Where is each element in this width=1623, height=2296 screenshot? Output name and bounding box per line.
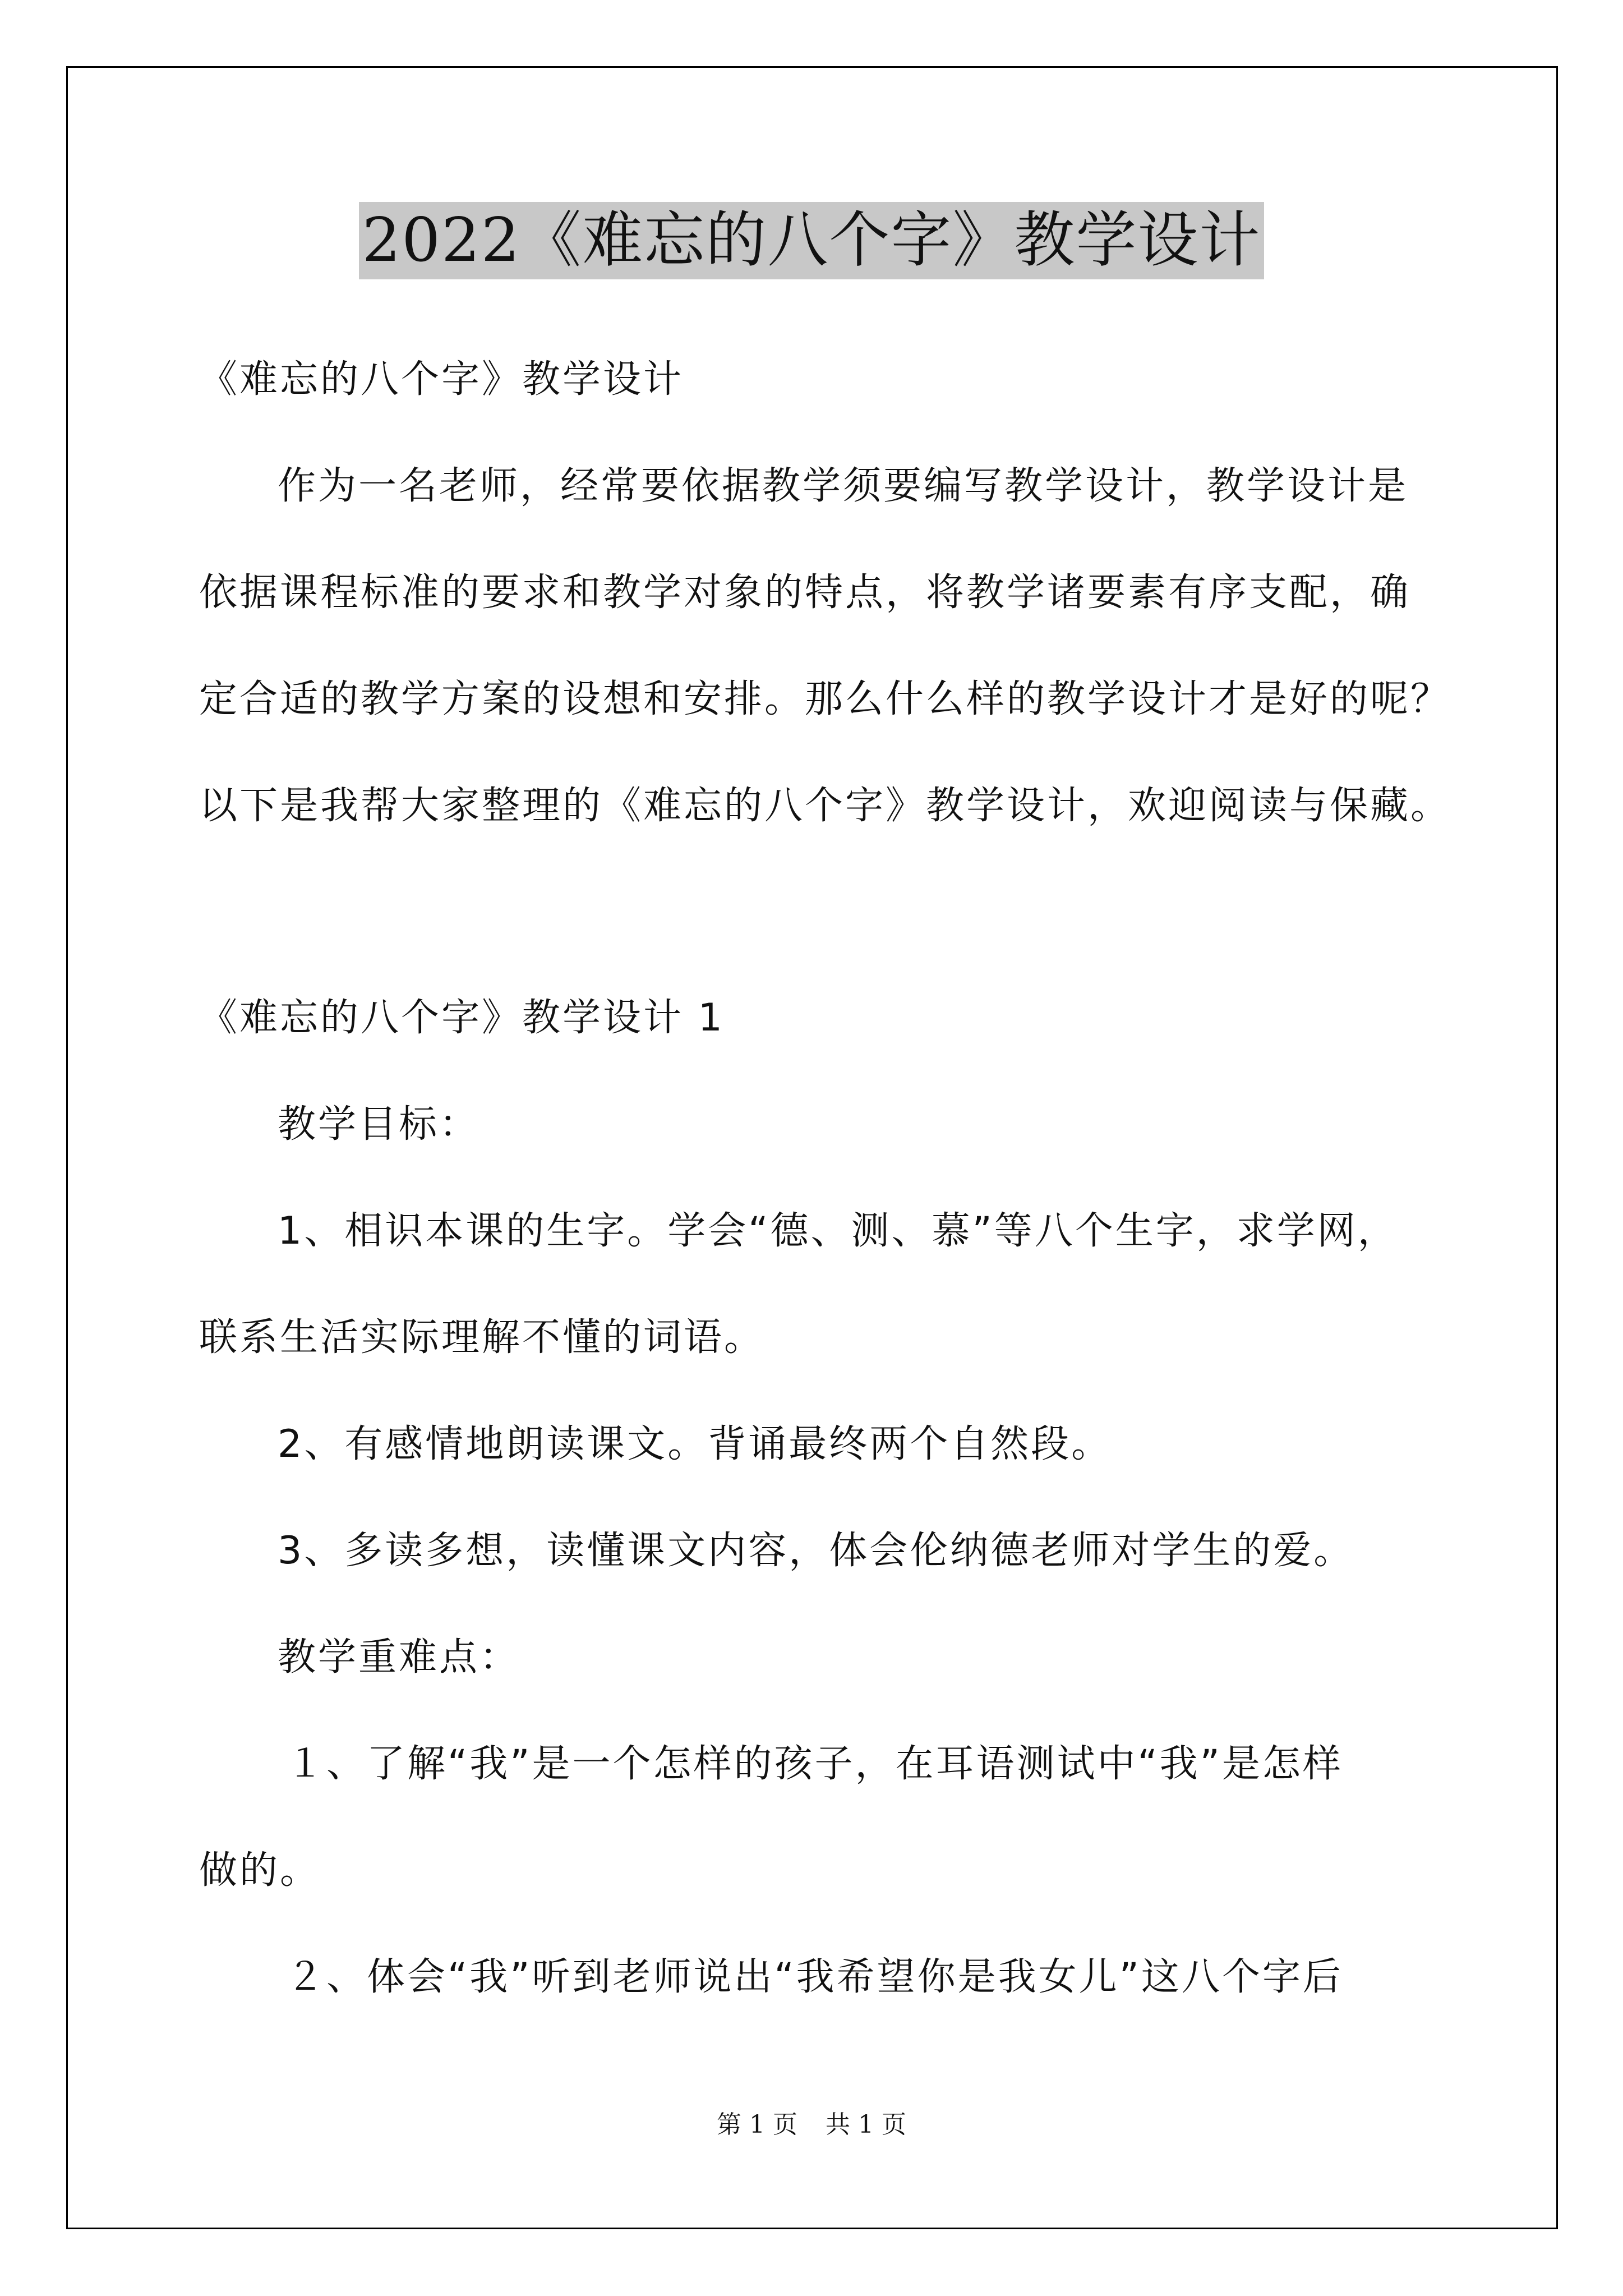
title-container — [0, 202, 1623, 279]
intro-line-1: 作为一名老师，经常要依据教学须要编写教学设计，教学设计是 — [278, 464, 1409, 508]
intro-line-4: 以下是我帮大家整理的《难忘的八个字》教学设计，欢迎阅读与保藏。 — [199, 784, 1451, 828]
subtitle: 《难忘的八个字》教学设计 — [199, 357, 684, 402]
page-number: 第 1 页 — [717, 2110, 797, 2139]
goal-1-line-2: 联系生活实际理解不懂的词语。 — [199, 1315, 765, 1360]
difficulty-1-line-2: 做的。 — [199, 1848, 321, 1893]
goal-1-line-1: 1、相识本课的生字。学会“德、测、慕”等八个生字，求学网， — [278, 1209, 1398, 1253]
page-footer — [0, 2109, 1623, 2141]
goal-2: 2、有感情地朗读课文。背诵最终两个自然段。 — [278, 1422, 1112, 1466]
goal-3: 3、多读多想，读懂课文内容，体会伦纳德老师对学生的爱。 — [278, 1529, 1354, 1573]
intro-line-2: 依据课程标准的要求和教学对象的特点，将教学诸要素有序支配，确 — [199, 570, 1411, 615]
difficulty-2-line-1: ２、体会“我”听到老师说出“我希望你是我女儿”这八个字后 — [286, 1955, 1343, 1999]
page-total: 共 1 页 — [826, 2110, 906, 2139]
document-title: 2022《难忘的八个字》教学设计 — [359, 202, 1265, 279]
section-heading: 《难忘的八个字》教学设计 1 — [199, 996, 725, 1040]
difficulty-1-line-1: １、了解“我”是一个怎样的孩子，在耳语测试中“我”是怎样 — [286, 1742, 1343, 1786]
difficulties-heading: 教学重难点： — [278, 1635, 520, 1680]
intro-line-3: 定合适的教学方案的设想和安排。那么什么样的教学设计才是好的呢？ — [199, 677, 1451, 721]
goals-heading: 教学目标： — [278, 1102, 480, 1147]
